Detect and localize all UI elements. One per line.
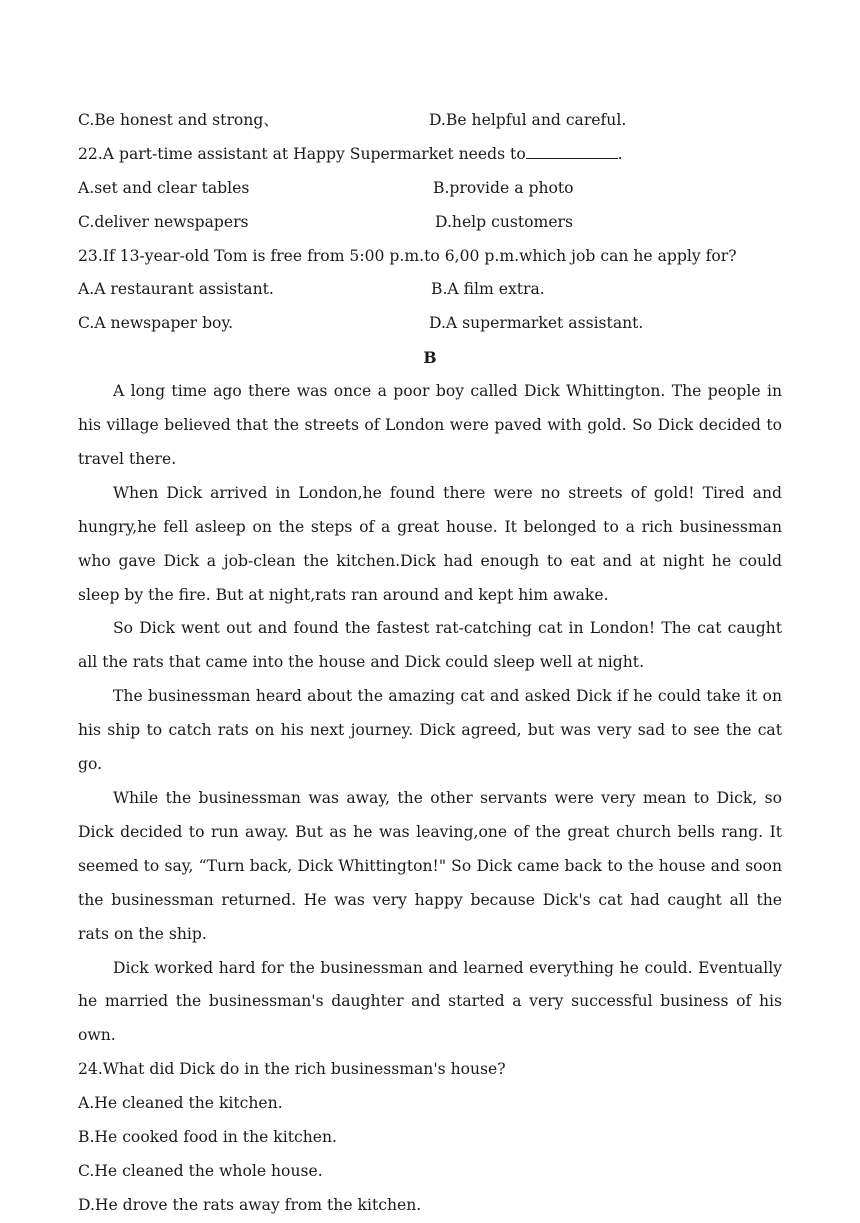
q22-option-a: A.set and clear tables: [78, 178, 250, 197]
section-b-heading: B: [423, 348, 437, 368]
q22-option-c: C.deliver newspapers: [78, 212, 249, 231]
passage-paragraph-4: The businessman heard about the amazing cat and asked Dick if he could take it on his ship to catch rats on his next journey. Dick agreed, but was very sad to see the cat go.: [78, 687, 782, 774]
q23-option-a: A.A restaurant assistant.: [78, 280, 274, 299]
q21-option-c: C.Be honest and strong、: [78, 111, 279, 129]
q24-option-b: B.He cooked food in the kitchen.: [78, 1128, 338, 1147]
q23-options-row-1: [78, 273, 782, 307]
q22-option-d: D.help customers: [435, 212, 574, 231]
passage-paragraph-3: So Dick went out and found the fastest rat-catching cat in London! The cat caught all the rats that came into the house and Dick could sleep well at night.: [78, 619, 782, 672]
q23-stem: 23.If 13-year-old Tom is free from 5:00 p.m.to 6,00 p.m.which job can he apply for?: [78, 246, 737, 265]
passage-paragraph-2: When Dick arrived in London,he found there were no streets of gold! Tired and hungry,he fell asleep on the steps of a great house. It belonged to a rich businessman who gave Dick a job-clean the kitchen.Dick had enough to eat and at night he could sleep by the fire. But at night,rats ran around and kept him awake.: [78, 483, 782, 604]
q24-stem: 24.What did Dick do in the rich businessman's house?: [78, 1060, 506, 1079]
q22-options-row-1: [78, 172, 782, 206]
q22-answer-blank: [526, 144, 618, 159]
q22-stem-text: 22.A part-time assistant at Happy Supermarket needs to: [78, 144, 526, 163]
q24-option-a: A.He cleaned the kitchen.: [78, 1094, 283, 1113]
q22-options-row-2: [78, 206, 782, 240]
q24-option-c: C.He cleaned the whole house.: [78, 1161, 323, 1180]
q22-option-b: B.provide a photo: [433, 178, 574, 197]
q24-option-d: D.He drove the rats away from the kitchen.: [78, 1195, 422, 1214]
q23-option-b: B.A film extra.: [431, 280, 545, 299]
exam-page: [78, 104, 782, 1223]
q23-option-d: D.A supermarket assistant.: [429, 314, 644, 333]
q23-option-c: C.A newspaper boy.: [78, 314, 234, 333]
q23-options-row-2: [78, 307, 782, 341]
q21-option-d: D.Be helpful and careful.: [429, 111, 627, 129]
passage-paragraph-6: Dick worked hard for the businessman and learned everything he could. Eventually he married the businessman's daughter and started a very successful business of his own.: [78, 958, 782, 1045]
passage-paragraph-5: While the businessman was away, the other servants were very mean to Dick, so Dick decided to run away. But as he was leaving,one of the great church bells rang. It seemed to say, “Turn back, Dick Whittington!" So Dick came back to the house and soon the businessman returned. He was very happy because Dick's cat had caught all the rats on the ship.: [78, 789, 782, 943]
q22-stem-period: .: [617, 144, 623, 163]
passage-paragraph-1: A long time ago there was once a poor boy called Dick Whittington. The people in his village believed that the streets of London were paved with gold. So Dick decided to travel there.: [78, 382, 782, 468]
q22-stem: [78, 138, 782, 172]
q21-options-row: [78, 104, 782, 138]
